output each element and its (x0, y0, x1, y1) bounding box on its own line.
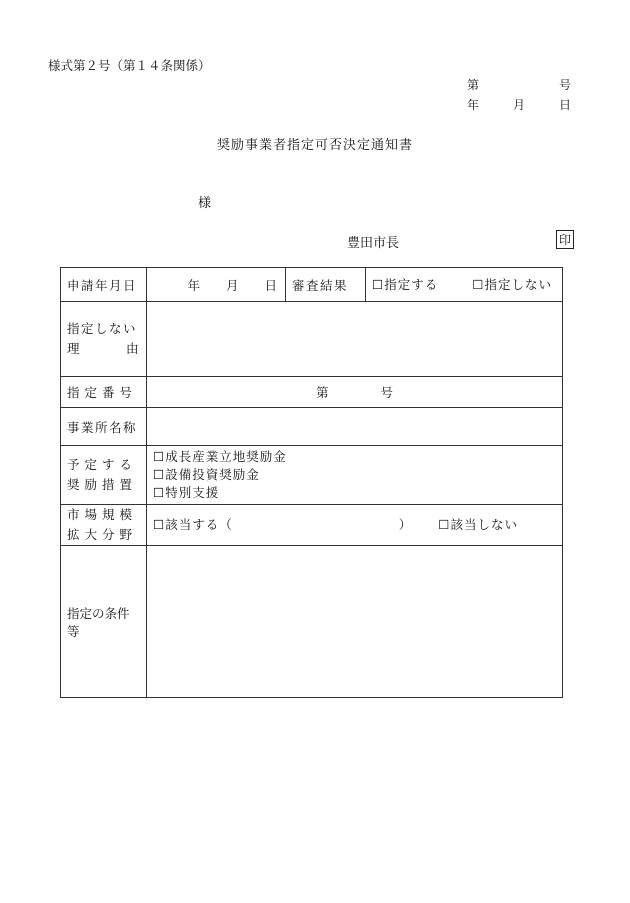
result-options (366, 268, 563, 302)
conditions-label: 指定の条件等 (61, 546, 147, 698)
market-options (147, 505, 563, 546)
market-applicable-close: ） (398, 517, 413, 532)
row-office-name (61, 408, 563, 446)
market-label-line1: 市場規模 (67, 507, 138, 522)
reason-label-char1: 理 (67, 341, 82, 356)
reason-label (61, 302, 147, 377)
decision-form-table (60, 267, 563, 698)
reason-label-line1: 指定しない (67, 321, 138, 336)
document-title: 奨励事業者指定可否決定通知書 (216, 138, 413, 153)
apply-month: 月 (225, 277, 239, 293)
number-value[interactable] (147, 377, 563, 408)
reason-value[interactable] (147, 302, 563, 377)
incentive-options (147, 446, 563, 505)
number-suffix: 号 (558, 78, 571, 92)
date-month: 月 (512, 98, 525, 112)
market-label-line2: 拡大分野 (67, 527, 138, 542)
result-label: 審査結果 (286, 268, 366, 302)
incentive-label-line1: 予定する (67, 457, 138, 472)
reason-label-char2: 由 (125, 341, 140, 356)
incentive-label (61, 446, 147, 505)
row-reason (61, 302, 563, 377)
issuer-name: 豊田市長 (347, 236, 400, 251)
number-suffix-cell: 号 (380, 385, 394, 400)
result-approve-checkbox[interactable]: ☐指定する (372, 276, 439, 292)
conditions-value[interactable] (147, 546, 563, 698)
row-incentives (61, 446, 563, 505)
apply-year: 年 (187, 277, 200, 293)
row-designation-number (61, 377, 563, 408)
seal-mark: 印 (556, 230, 574, 249)
apply-date-value (147, 268, 286, 302)
market-label (61, 505, 147, 546)
apply-date-label: 申請年月日 (61, 268, 147, 302)
number-prefix: 第 (467, 78, 480, 92)
document-number (467, 76, 571, 93)
market-applicable-checkbox[interactable]: ☐該当する（ (153, 517, 233, 532)
date-year: 年 (467, 98, 480, 112)
row-conditions (61, 546, 563, 698)
incentive-equipment-checkbox[interactable]: ☐設備投資奨励金 (153, 467, 260, 482)
office-value[interactable] (147, 408, 563, 446)
result-reject-checkbox[interactable]: ☐指定しない (472, 276, 552, 292)
issue-date (467, 96, 571, 113)
apply-day: 日 (264, 277, 277, 293)
number-label: 指定番号 (61, 377, 147, 408)
row-market-expansion (61, 505, 563, 546)
number-prefix-cell: 第 (315, 385, 329, 400)
form-number-label: 様式第２号（第１４条関係） (48, 58, 211, 73)
incentive-growth-checkbox[interactable]: ☐成長産業立地奨励金 (153, 449, 287, 464)
addressee: 様 (198, 196, 212, 211)
incentive-special-checkbox[interactable]: ☐特別支援 (153, 485, 220, 500)
date-day: 日 (558, 98, 571, 112)
reason-label-line2 (67, 339, 140, 359)
office-label: 事業所名称 (61, 408, 147, 446)
row-application-date (61, 268, 563, 302)
incentive-label-line2: 奨励措置 (67, 477, 138, 492)
market-not-applicable-checkbox[interactable]: ☐該当しない (438, 517, 518, 532)
